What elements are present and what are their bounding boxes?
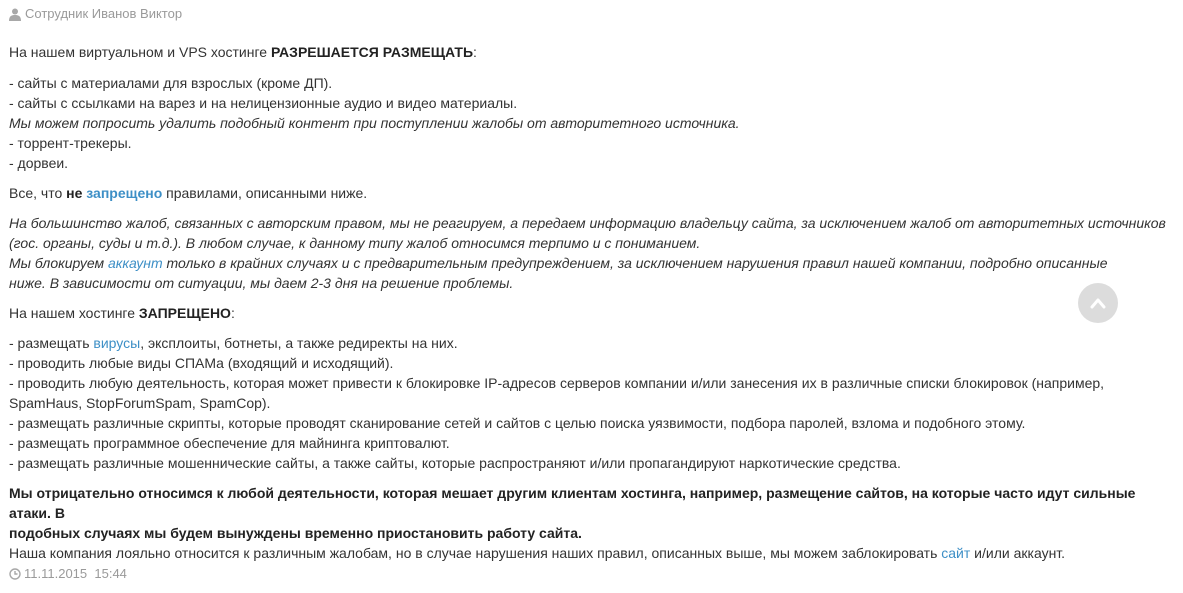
allowed-heading: РАЗРЕШАЕТСЯ РАЗМЕЩАТЬ [270, 44, 474, 60]
list-item: - сайты с материалами для взрослых (кроме ДП). [9, 75, 333, 91]
list-item: SpamHaus, StopForumSpam, SpamCop). [9, 395, 271, 411]
allowed-intro: На нашем виртуальном и VPS хостинге РАЗРЕШАЕТСЯ РАЗМЕЩАТЬ: [9, 44, 477, 60]
allowed-list [9, 73, 1169, 173]
list-item: - проводить любые виды СПАМа (входящий и исходящий). [9, 355, 394, 371]
allowed-note: Мы можем попросить удалить подобный контент при поступлении жалобы от авторитетного источника. [9, 115, 740, 131]
scroll-to-top-button[interactable] [1078, 283, 1118, 323]
viruses-link[interactable]: вирусы [93, 335, 141, 351]
post-timestamp [9, 566, 127, 582]
list-item: - проводить любую деятельность, которая может привести к блокировке IP-адресов серверов компании и/или занесения их в различные списки блокировок (например, [9, 375, 1105, 391]
closing-paragraph: Мы отрицательно относимся к любой деятельности, которая мешает другим клиентам хостинга, например, размещение сайтов, на которые часто идут сильные атаки. В подобных случаях мы будем вынуждены временно приостановить работу сайта. Наша компания лояльно относится к различным жалобам, но в случае нарушения наших правил, описанных выше, мы можем заблокировать сайт и/или аккаунт. [9, 485, 1136, 561]
forbidden-heading: ЗАПРЕЩЕНО [138, 305, 231, 321]
list-item: - торрент-трекеры. [9, 135, 132, 151]
everything-line: Все, что не запрещено правилами, описанными ниже. [9, 185, 368, 201]
clock-icon [9, 568, 21, 580]
post-time: 15:44 [94, 566, 127, 581]
list-item: - размещать программное обеспечение для майнинга криптовалют. [9, 435, 450, 451]
account-link[interactable]: аккаунт [107, 255, 163, 271]
forbidden-list [9, 333, 1169, 473]
chevron-up-icon [1090, 297, 1106, 309]
list-item: - размещать вирусы, эксплоиты, ботнеты, а также редиректы на них. [9, 335, 458, 351]
list-item: - размещать различные скрипты, которые проводят сканирование сетей и сайтов с целью поиска уязвимости, подбора паролей, взлома и подобного этому. [9, 415, 1026, 431]
site-link[interactable]: сайт [941, 545, 971, 561]
forbidden-intro: На нашем хостинге ЗАПРЕЩЕНО: [9, 305, 235, 321]
copyright-note: На большинство жалоб, связанных с авторским правом, мы не реагируем, а передаем информацию владельцу сайта, за исключением жалоб от авторитетных источников (гос. органы, суды и т.д.). В любом случае, к данному типу жалоб относимся терпимо и с пониманием. Мы блокируем аккаунт только в крайних случаях и с предварительным предупреждением, за исключением нарушения правил нашей компании, подробно описанные ниже. В зависимости от ситуации, мы даем 2-3 дня на решение проблемы. [9, 215, 1166, 291]
post-date: 11.11.2015 [24, 566, 88, 581]
list-item: - сайты с ссылками на варез и на нелицензионные аудио и видео материалы. [9, 95, 518, 111]
author-name: Сотрудник Иванов Виктор [25, 6, 183, 21]
user-icon [9, 8, 21, 21]
forbidden-link[interactable]: запрещено [86, 185, 163, 201]
author-line [9, 6, 182, 22]
list-item: - дорвеи. [9, 155, 69, 171]
list-item: - размещать различные мошеннические сайты, а также сайты, которые распространяют и/или пропагандируют наркотические средства. [9, 455, 901, 471]
